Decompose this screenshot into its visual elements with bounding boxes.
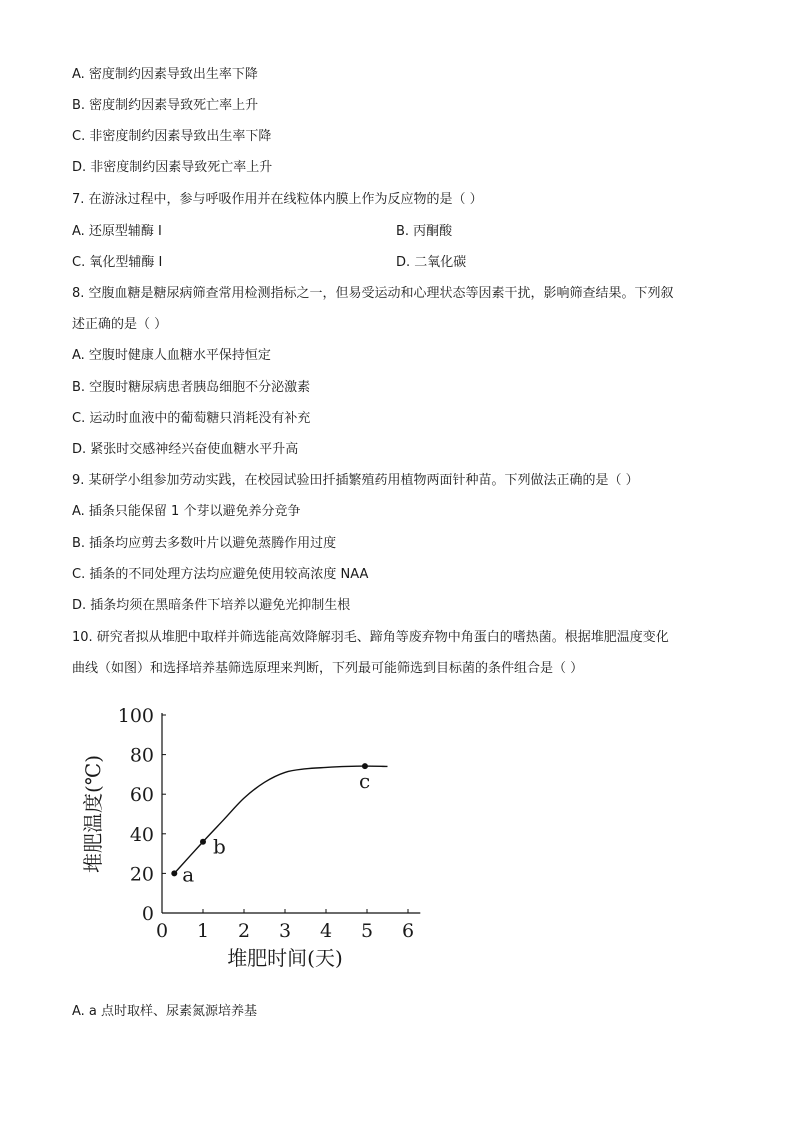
y-tick-label: 20: [129, 863, 154, 886]
point-label-a: a: [182, 862, 195, 887]
q7-option-c: C. 氧化型辅酶 I: [72, 255, 163, 270]
q10-stem-line2: 曲线（如图）和选择培养基筛选原理来判断，下列最可能筛选到目标菌的条件组合是（ ）: [72, 661, 584, 676]
point-label-c: c: [358, 769, 371, 794]
q7-options-row1: [72, 223, 722, 241]
q9-option-d: D. 插条均须在黑暗条件下培养以避免光抑制生根: [72, 598, 351, 613]
q10-option-a: A. a 点时取样、尿素氮源培养基: [72, 1004, 258, 1019]
compost-temperature-chart: [80, 700, 440, 980]
q6-option-d: D. 非密度制约因素导致死亡率上升: [72, 160, 273, 175]
y-axis-label: 堆肥温度(℃): [81, 755, 105, 873]
x-tick-label: 5: [360, 920, 374, 942]
x-tick-label: 1: [196, 920, 210, 942]
q7-option-b: B. 丙酮酸: [396, 224, 453, 239]
point-b: [200, 839, 206, 845]
q7-option-a: A. 还原型辅酶 I: [72, 224, 162, 239]
q10-stem-line1: 10. 研究者拟从堆肥中取样并筛选能高效降解羽毛、蹄角等废弃物中角蛋白的嗜热菌。根据堆肥温度变化: [72, 630, 669, 645]
q8-stem-line2: 述正确的是（ ）: [72, 317, 168, 332]
y-tick-label: 0: [141, 903, 154, 925]
x-tick-label: 3: [278, 920, 292, 942]
q6-option-c: C. 非密度制约因素导致出生率下降: [72, 129, 272, 144]
q8-option-d: D. 紧张时交感神经兴奋使血糖水平升高: [72, 442, 299, 457]
x-tick-label: 4: [319, 920, 333, 942]
q9-option-a: A. 插条只能保留 1 个芽以避免养分竞争: [72, 504, 301, 519]
chart-points: [171, 763, 370, 886]
q7-options-row2: [72, 254, 722, 272]
q8-option-b: B. 空腹时糖尿病患者胰岛细胞不分泌激素: [72, 380, 311, 395]
y-tick-label: 40: [129, 823, 154, 846]
x-tick-label: 6: [401, 920, 415, 942]
q6-option-a: A. 密度制约因素导致出生率下降: [72, 67, 258, 82]
point-a: [171, 870, 177, 876]
q8-stem-line1: 8. 空腹血糖是糖尿病筛查常用检测指标之一，但易受运动和心理状态等因素干扰，影响筛查结果。下列叙: [72, 286, 674, 301]
q7-stem: 7. 在游泳过程中，参与呼吸作用并在线粒体内膜上作为反应物的是（ ）: [72, 192, 483, 207]
q8-option-c: C. 运动时血液中的葡萄糖只消耗没有补充: [72, 411, 311, 426]
q6-option-b: B. 密度制约因素导致死亡率上升: [72, 98, 259, 113]
chart-axes: [162, 713, 420, 913]
q8-option-a: A. 空腹时健康人血糖水平保持恒定: [72, 348, 271, 363]
point-label-b: b: [213, 834, 226, 859]
x-tick-label: 0: [155, 920, 169, 942]
y-tick-label: 80: [129, 744, 154, 767]
q9-option-b: B. 插条均应剪去多数叶片以避免蒸腾作用过度: [72, 536, 337, 551]
q9-option-c: C. 插条的不同处理方法均应避免使用较高浓度 NAA: [72, 567, 369, 582]
q7-option-d: D. 二氧化碳: [396, 255, 467, 270]
x-tick-label: 2: [237, 920, 251, 942]
temperature-curve: [174, 766, 387, 873]
q9-stem: 9. 某研学小组参加劳动实践，在校园试验田扦插繁殖药用植物两面针种苗。下列做法正确的是（ ）: [72, 473, 639, 488]
x-axis-label: 堆肥时间(天): [227, 946, 343, 970]
y-tick-label: 60: [129, 784, 154, 807]
y-tick-label: 100: [117, 705, 154, 727]
